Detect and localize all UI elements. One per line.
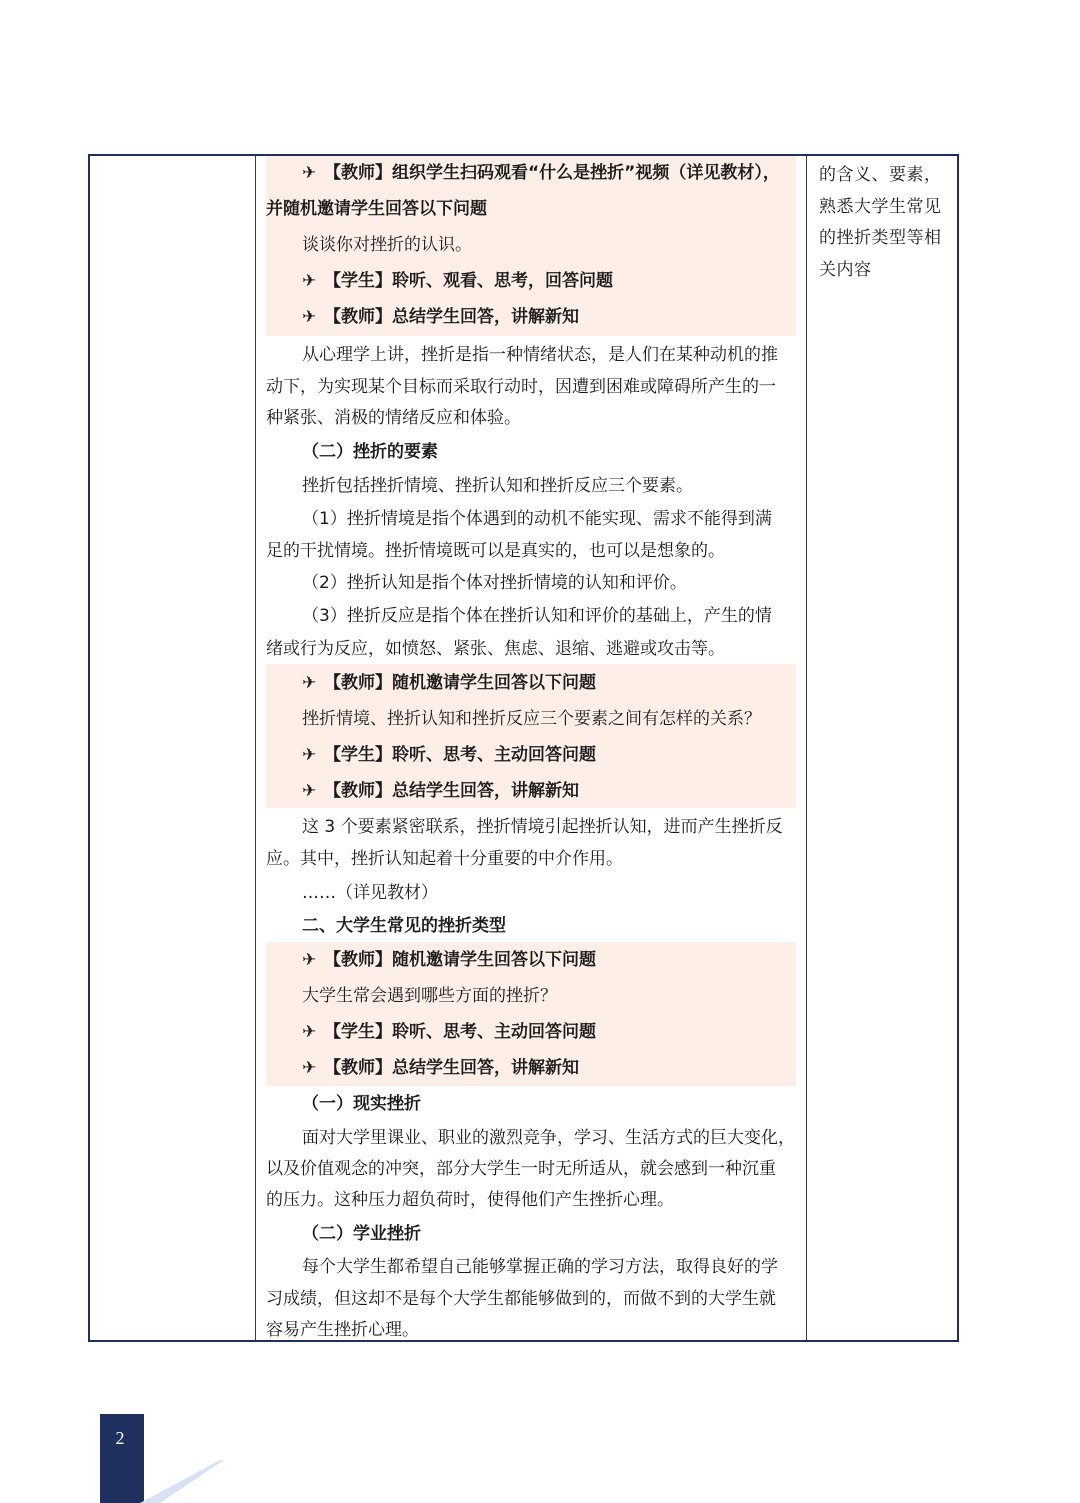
paragraph-line: （3）挫折反应是指个体在挫折认知和评价的基础上，产生的情 <box>302 606 772 626</box>
teacher-summary: ✈ 【教师】总结学生回答，讲解新知 <box>302 1055 832 1081</box>
plane-icon: ✈ <box>302 1022 317 1042</box>
paragraph-line: 挫折包括挫折情境、挫折认知和挫折反应三个要素。 <box>302 476 693 496</box>
teacher-instruction: ✈ 【教师】组织学生扫码观看“什么是挫折”视频（详见教材）， <box>302 160 832 186</box>
plane-icon: ✈ <box>302 1058 317 1078</box>
teacher-summary: ✈ 【教师】总结学生回答，讲解新知 <box>302 304 832 330</box>
objective-text: 的含义、要素，熟悉大学生常见的挫折类型等相关内容 <box>819 165 942 280</box>
paragraph-line: 动下，为实现某个目标而采取行动时，因遭到困难或障碍所产生的一 <box>266 377 776 397</box>
plane-icon: ✈ <box>302 163 317 183</box>
teacher-instruction-cont: 并随机邀请学生回答以下问题 <box>266 199 487 219</box>
section-heading: （二）学业挫折 <box>302 1224 421 1244</box>
section-heading: （二）挫折的要素 <box>302 442 438 462</box>
student-activity: ✈ 【学生】聆听、思考、主动回答问题 <box>302 742 832 768</box>
paragraph-line: 这 3 个要素紧密联系，挫折情境引起挫折认知，进而产生挫折反 <box>302 817 783 837</box>
question-text: 谈谈你对挫折的认识。 <box>302 235 472 255</box>
right-column <box>807 156 957 1340</box>
question-text: 挫折情境、挫折认知和挫折反应三个要素之间有怎样的关系？ <box>302 709 761 729</box>
paragraph-line: （2）挫折认知是指个体对挫折情境的认知和评价。 <box>302 573 687 593</box>
teacher-instruction: ✈ 【教师】随机邀请学生回答以下问题 <box>302 670 832 696</box>
paragraph-line: 面对大学里课业、职业的激烈竞争，学习、生活方式的巨大变化， <box>302 1128 795 1148</box>
plane-icon: ✈ <box>302 271 317 291</box>
paragraph-line: 以及价值观念的冲突，部分大学生一时无所适从，就会感到一种沉重 <box>266 1159 776 1179</box>
left-column <box>90 156 256 1340</box>
main-column <box>256 156 807 1340</box>
paragraph-line: 每个大学生都希望自己能够掌握正确的学习方法，取得良好的学 <box>302 1257 778 1277</box>
paragraph-line: 绪或行为反应，如愤怒、紧张、焦虑、退缩、逃避或攻击等。 <box>266 639 725 659</box>
teacher-instruction: ✈ 【教师】随机邀请学生回答以下问题 <box>302 947 832 973</box>
student-activity: ✈ 【学生】聆听、观看、思考，回答问题 <box>302 268 832 294</box>
paragraph-line: 习成绩，但这却不是每个大学生都能够做到的，而做不到的大学生就 <box>266 1289 776 1309</box>
paragraph-line: 足的干扰情境。挫折情境既可以是真实的，也可以是想象的。 <box>266 541 725 561</box>
lesson-table <box>88 154 959 1342</box>
plane-icon: ✈ <box>302 781 317 801</box>
plane-icon: ✈ <box>302 307 317 327</box>
page-number: 2 <box>115 1428 125 1448</box>
teacher-summary: ✈ 【教师】总结学生回答，讲解新知 <box>302 778 832 804</box>
question-text: 大学生常会遇到哪些方面的挫折？ <box>302 986 557 1006</box>
paragraph-line: 容易产生挫折心理。 <box>266 1320 419 1340</box>
student-activity: ✈ 【学生】聆听、思考、主动回答问题 <box>302 1019 832 1045</box>
paragraph-line: 从心理学上讲，挫折是指一种情绪状态，是人们在某种动机的推 <box>302 345 778 365</box>
footer-accent <box>140 1460 224 1503</box>
paragraph-line: 种紧张、消极的情绪反应和体验。 <box>266 408 521 428</box>
footer-accent-shape <box>140 1460 224 1503</box>
paragraph-line: 应。其中，挫折认知起着十分重要的中介作用。 <box>266 849 623 869</box>
section-heading: 二、大学生常见的挫折类型 <box>302 916 506 936</box>
paragraph-line: ……（详见教材） <box>302 883 438 903</box>
plane-icon: ✈ <box>302 950 317 970</box>
plane-icon: ✈ <box>302 673 317 693</box>
plane-icon: ✈ <box>302 745 317 765</box>
paragraph-line: 的压力。这种压力超负荷时，使得他们产生挫折心理。 <box>266 1190 674 1210</box>
paragraph-line: （1）挫折情境是指个体遇到的动机不能实现、需求不能得到满 <box>302 509 772 529</box>
section-heading: （一）现实挫折 <box>302 1094 421 1114</box>
